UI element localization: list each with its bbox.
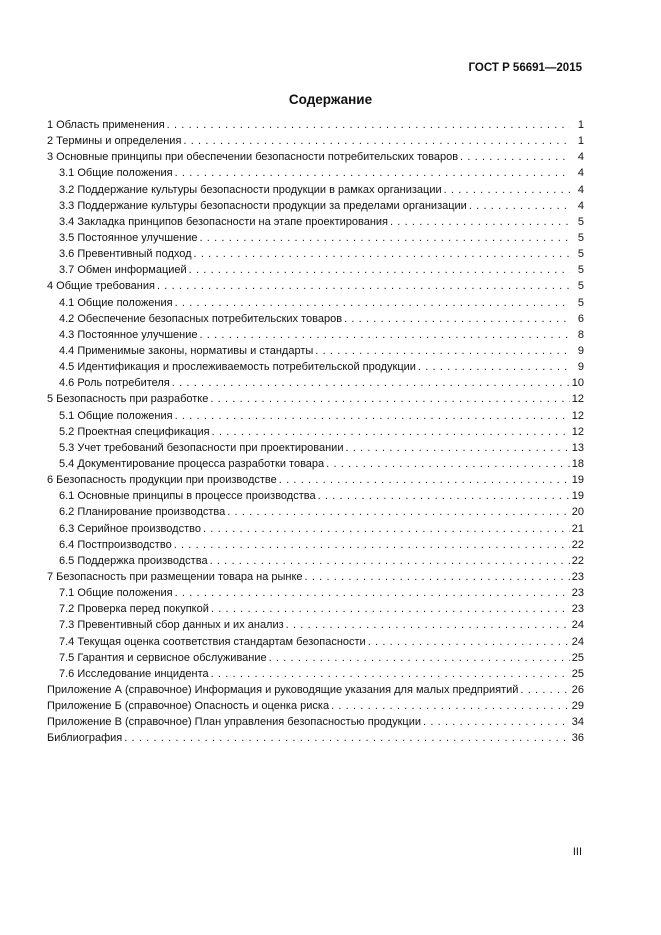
- toc-entry: [47, 474, 584, 490]
- toc-entry: [47, 345, 584, 361]
- toc-entry: [47, 313, 584, 329]
- toc-entry-title: 4.3 Постоянное улучшение: [59, 328, 198, 341]
- toc-entry-page: 24: [571, 635, 584, 648]
- toc-entry-title: 5.2 Проектная спецификация: [59, 425, 210, 438]
- toc-entry-page: 29: [571, 700, 584, 713]
- toc-entry: [47, 458, 584, 474]
- toc-entry: [47, 603, 584, 619]
- toc-entry: [47, 200, 584, 216]
- toc-entry: [47, 280, 584, 296]
- toc-entry-page: 9: [577, 361, 584, 374]
- toc-entry-title: 6 Безопасность продукции при производстве: [47, 474, 277, 487]
- toc-leader-dots: [203, 523, 570, 535]
- toc-entry-title: 2 Термины и определения: [47, 135, 182, 148]
- toc-entry: [47, 410, 584, 426]
- toc-entry-title: 4.1 Общие положения: [59, 296, 173, 309]
- toc-entry: [47, 329, 584, 345]
- toc-entry-page: 4: [577, 151, 584, 164]
- toc-leader-dots: [331, 700, 570, 712]
- toc-entry: [47, 732, 584, 748]
- toc-entry-title: 3.5 Постоянное улучшение: [59, 231, 198, 244]
- toc-entry-title: 7.5 Гарантия и сервисное обслуживание: [59, 651, 267, 664]
- toc-entry: [47, 151, 584, 167]
- toc-entry-title: 7 Безопасность при размещении товара на рынке: [47, 570, 303, 583]
- toc-entry-page: 20: [571, 506, 584, 519]
- toc-entry-title: 3.3 Поддержание культуры безопасности продукции за пределами организации: [59, 199, 467, 212]
- toc-leader-dots: [175, 410, 570, 422]
- toc-leader-dots: [345, 442, 569, 454]
- toc-entry-page: 22: [571, 538, 584, 551]
- toc-entry-page: 8: [577, 328, 584, 341]
- toc-entry-page: 21: [571, 522, 584, 535]
- toc-leader-dots: [318, 490, 570, 502]
- toc-entry-page: 24: [571, 619, 584, 632]
- toc-entry-page: 6: [577, 312, 584, 325]
- toc-entry-page: 23: [571, 587, 584, 600]
- toc-entry-title: 6.2 Планирование производства: [59, 506, 226, 519]
- toc-entry-title: 1 Область применения: [47, 119, 165, 131]
- toc-entry-title: Приложение А (справочное) Информация и руководящие указания для малых предприятий: [47, 683, 519, 696]
- toc-entry-page: 4: [577, 183, 584, 196]
- toc-entry: [47, 442, 584, 458]
- toc-entry-page: 4: [577, 167, 584, 180]
- toc-leader-dots: [167, 119, 570, 131]
- toc-entry-page: 4: [577, 199, 584, 212]
- toc-entry-title: Библиография: [47, 732, 123, 745]
- toc-entry: [47, 668, 584, 684]
- toc-entry-title: 3.6 Превентивный подход: [59, 248, 192, 261]
- toc-leader-dots: [286, 619, 570, 631]
- toc-entry: [47, 700, 584, 716]
- toc-entry-title: 4.2 Обеспечение безопасных потребительских товаров: [59, 312, 343, 325]
- toc-leader-dots: [279, 474, 570, 486]
- toc-leader-dots: [175, 587, 570, 599]
- toc-leader-dots: [194, 248, 570, 260]
- toc-entry-title: 4.6 Роль потребителя: [59, 377, 170, 390]
- toc-entry-page: 13: [571, 441, 584, 454]
- toc-entry: [47, 135, 584, 151]
- page-title: Содержание: [288, 92, 373, 107]
- toc-entry: [47, 119, 584, 135]
- toc-leader-dots: [305, 571, 570, 583]
- toc-entry-title: 5 Безопасность при разработке: [47, 393, 209, 406]
- toc-entry: [47, 216, 584, 232]
- toc-entry-page: 25: [571, 667, 584, 680]
- toc-leader-dots: [174, 539, 570, 551]
- toc-entry-page: 19: [571, 474, 584, 487]
- table-of-contents: [47, 119, 584, 748]
- toc-leader-dots: [269, 652, 570, 664]
- toc-leader-dots: [212, 426, 570, 438]
- toc-leader-dots: [172, 377, 570, 389]
- toc-entry-page: 12: [571, 393, 584, 406]
- document-header: ГОСТ Р 56691—2015: [468, 62, 582, 74]
- toc-entry-page: 18: [571, 457, 584, 470]
- toc-entry-title: 6.4 Постпроизводство: [59, 538, 172, 551]
- toc-entry: [47, 652, 584, 668]
- toc-entry: [47, 555, 584, 571]
- toc-entry-title: Приложение Б (справочное) Опасность и оценка риска: [47, 700, 330, 713]
- toc-entry-title: 6.5 Поддержка производства: [59, 554, 208, 567]
- toc-entry: [47, 377, 584, 393]
- toc-leader-dots: [460, 151, 570, 163]
- toc-entry: [47, 184, 584, 200]
- toc-entry-title: 7.2 Проверка перед покупкой: [59, 603, 209, 616]
- toc-leader-dots: [326, 458, 570, 470]
- toc-entry-title: 6.1 Основные принципы в процессе производства: [59, 490, 316, 503]
- toc-entry-title: 4.4 Применимые законы, нормативы и стандарты: [59, 344, 314, 357]
- toc-entry-title: 7.6 Исследование инцидента: [59, 667, 209, 680]
- toc-leader-dots: [189, 264, 570, 276]
- toc-entry-title: Приложение В (справочное) План управления безопасностью продукции: [47, 716, 422, 729]
- toc-entry: [47, 684, 584, 700]
- toc-entry-page: 34: [571, 716, 584, 729]
- toc-entry-title: 4 Общие требования: [47, 280, 155, 293]
- toc-entry-page: 5: [577, 248, 584, 261]
- toc-entry: [47, 523, 584, 539]
- toc-leader-dots: [175, 297, 570, 309]
- toc-leader-dots: [520, 684, 569, 696]
- toc-entry: [47, 248, 584, 264]
- toc-entry: [47, 539, 584, 555]
- toc-entry-page: 12: [571, 409, 584, 422]
- toc-entry-title: 3.4 Закладка принципов безопасности на этапе проектирования: [59, 215, 388, 228]
- page-number: III: [572, 846, 582, 858]
- toc-entry-page: 5: [577, 296, 584, 309]
- toc-entry-page: 5: [577, 231, 584, 244]
- toc-leader-dots: [211, 668, 570, 680]
- toc-entry: [47, 264, 584, 280]
- toc-entry-title: 5.3 Учет требований безопасности при проектировании: [59, 441, 344, 454]
- toc-leader-dots: [200, 232, 571, 244]
- toc-leader-dots: [200, 329, 571, 341]
- toc-entry-title: 7.3 Превентивный сбор данных и их анализ: [59, 619, 284, 632]
- toc-entry: [47, 571, 584, 587]
- toc-leader-dots: [469, 200, 570, 212]
- toc-entry: [47, 232, 584, 248]
- toc-entry-title: 5.4 Документирование процесса разработки товара: [59, 457, 325, 470]
- toc-leader-dots: [423, 716, 570, 728]
- toc-leader-dots: [315, 345, 570, 357]
- toc-entry-page: 36: [571, 732, 584, 745]
- toc-entry: [47, 619, 584, 635]
- toc-entry-title: 3.2 Поддержание культуры безопасности продукции в рамках организации: [59, 183, 442, 196]
- toc-entry-title: 3.1 Общие положения: [59, 167, 173, 180]
- toc-entry-page: 23: [571, 570, 584, 583]
- toc-leader-dots: [157, 280, 570, 292]
- toc-entry-page: 9: [577, 344, 584, 357]
- toc-entry: [47, 426, 584, 442]
- toc-entry-title: 6.3 Серийное производство: [59, 522, 201, 535]
- toc-entry-title: 5.1 Общие положения: [59, 409, 173, 422]
- toc-leader-dots: [175, 167, 570, 179]
- toc-entry-page: 5: [577, 280, 584, 293]
- toc-entry: [47, 506, 584, 522]
- toc-entry-page: 1: [577, 135, 584, 148]
- toc-entry-page: 5: [577, 264, 584, 277]
- toc-entry-page: 23: [571, 603, 584, 616]
- toc-leader-dots: [344, 313, 570, 325]
- toc-leader-dots: [210, 555, 570, 567]
- toc-entry: [47, 361, 584, 377]
- toc-entry: [47, 716, 584, 732]
- toc-entry-title: 3 Основные принципы при обеспечении безопасности потребительских товаров: [47, 151, 459, 164]
- toc-entry-title: 7.1 Общие положения: [59, 587, 173, 600]
- toc-leader-dots: [227, 506, 570, 518]
- toc-entry: [47, 636, 584, 652]
- toc-leader-dots: [183, 135, 570, 147]
- toc-leader-dots: [444, 184, 570, 196]
- toc-entry-page: 25: [571, 651, 584, 664]
- toc-entry-page: 1: [577, 119, 584, 131]
- toc-entry-page: 26: [571, 683, 584, 696]
- toc-entry-page: 10: [571, 377, 584, 390]
- toc-entry-title: 4.5 Идентификация и прослеживаемость потребительской продукции: [59, 361, 416, 374]
- toc-entry-title: 7.4 Текущая оценка соответствия стандартам безопасности: [59, 635, 366, 648]
- toc-leader-dots: [211, 603, 570, 615]
- toc-leader-dots: [124, 732, 570, 744]
- toc-leader-dots: [390, 216, 570, 228]
- toc-leader-dots: [368, 636, 570, 648]
- toc-leader-dots: [210, 393, 569, 405]
- toc-entry: [47, 393, 584, 409]
- toc-entry: [47, 490, 584, 506]
- toc-entry: [47, 297, 584, 313]
- toc-entry-page: 5: [577, 215, 584, 228]
- toc-leader-dots: [418, 361, 570, 373]
- toc-entry-page: 22: [571, 554, 584, 567]
- toc-entry-page: 12: [571, 425, 584, 438]
- toc-entry-page: 19: [571, 490, 584, 503]
- toc-entry: [47, 167, 584, 183]
- toc-entry-title: 3.7 Обмен информацией: [59, 264, 187, 277]
- toc-entry: [47, 587, 584, 603]
